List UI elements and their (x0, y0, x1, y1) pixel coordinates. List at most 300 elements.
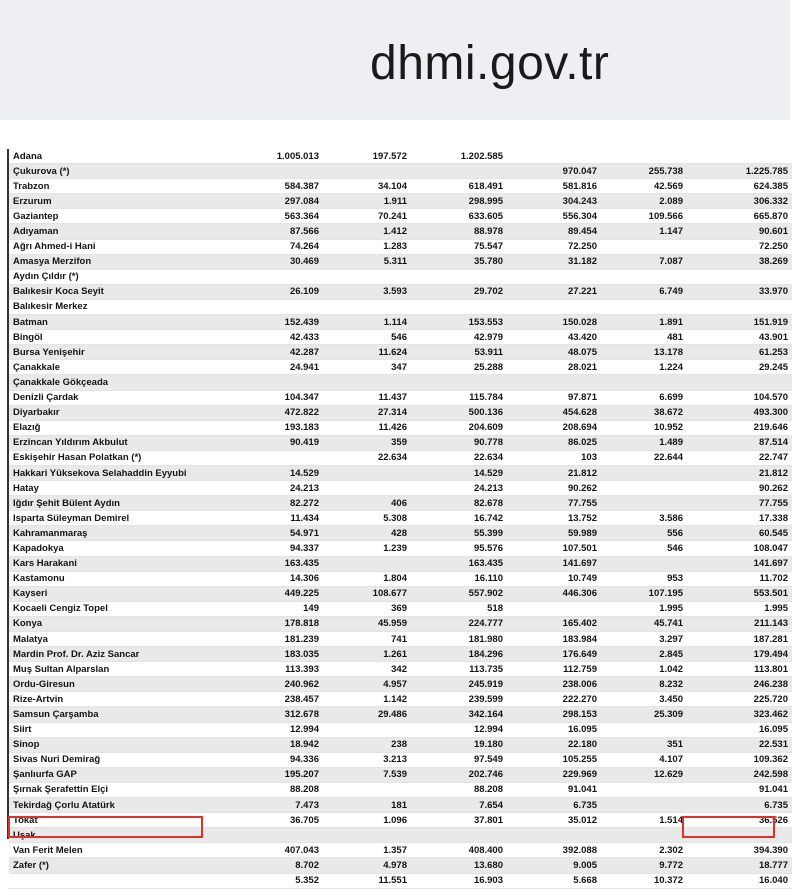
value-cell: 1.357 (323, 843, 411, 858)
value-cell: 245.919 (411, 677, 507, 692)
value-cell: 18.777 (687, 858, 792, 873)
table-row (9, 435, 792, 450)
value-cell: 163.435 (411, 556, 507, 571)
value-cell: 25.309 (601, 707, 687, 722)
value-cell: 21.812 (687, 465, 792, 480)
value-cell: 29.486 (323, 707, 411, 722)
value-cell (601, 798, 687, 813)
value-cell: 12.994 (237, 722, 323, 737)
value-cell: 107.195 (601, 586, 687, 601)
airport-name-cell: Diyarbakır (9, 405, 237, 420)
value-cell: 31.182 (507, 254, 601, 269)
value-cell: 222.270 (507, 692, 601, 707)
value-cell (601, 149, 687, 164)
airport-name-cell: Gaziantep (9, 209, 237, 224)
value-cell: 11.426 (323, 420, 411, 435)
value-cell: 91.041 (687, 782, 792, 797)
value-cell: 13.178 (601, 345, 687, 360)
airport-name-cell: Tekirdağ Çorlu Atatürk (9, 798, 237, 813)
airport-name-cell: Isparta Süleyman Demirel (9, 511, 237, 526)
value-cell: 518 (411, 601, 507, 616)
value-cell: 35.780 (411, 254, 507, 269)
table-row (9, 767, 792, 782)
value-cell: 183.984 (507, 632, 601, 647)
airport-name-cell: Kayseri (9, 586, 237, 601)
value-cell: 77.755 (687, 496, 792, 511)
value-cell: 28.021 (507, 360, 601, 375)
value-cell: 181.980 (411, 632, 507, 647)
value-cell: 37.801 (411, 813, 507, 828)
value-cell: 24.213 (237, 481, 323, 496)
value-cell: 87.514 (687, 435, 792, 450)
table-body (9, 149, 792, 888)
value-cell (507, 375, 601, 390)
table-row (9, 873, 792, 888)
value-cell: 29.702 (411, 284, 507, 299)
airport-name-cell: Bingöl (9, 330, 237, 345)
value-cell (411, 299, 507, 314)
table-row (9, 330, 792, 345)
value-cell: 1.911 (323, 194, 411, 209)
value-cell: 113.735 (411, 662, 507, 677)
table-row (9, 149, 792, 164)
value-cell: 618.491 (411, 179, 507, 194)
value-cell: 4.957 (323, 677, 411, 692)
airport-name-cell: Eskişehir Hasan Polatkan (*) (9, 450, 237, 465)
value-cell: 1.114 (323, 315, 411, 330)
value-cell (411, 164, 507, 179)
table-row (9, 813, 792, 828)
airport-name-cell: Siirt (9, 722, 237, 737)
value-cell: 61.253 (687, 345, 792, 360)
value-cell: 953 (601, 571, 687, 586)
airport-name-cell: Elazığ (9, 420, 237, 435)
value-cell: 493.300 (687, 405, 792, 420)
airport-name-cell: Ordu-Giresun (9, 677, 237, 692)
value-cell: 3.297 (601, 632, 687, 647)
airport-name-cell: Zafer (*) (9, 858, 237, 873)
table-row (9, 586, 792, 601)
value-cell: 6.699 (601, 390, 687, 405)
value-cell: 89.454 (507, 224, 601, 239)
value-cell (601, 481, 687, 496)
value-cell: 43.420 (507, 330, 601, 345)
value-cell: 153.553 (411, 315, 507, 330)
table-row (9, 722, 792, 737)
value-cell: 1.412 (323, 224, 411, 239)
value-cell (601, 782, 687, 797)
value-cell (411, 269, 507, 284)
value-cell: 19.180 (411, 737, 507, 752)
value-cell: 109.566 (601, 209, 687, 224)
value-cell: 7.654 (411, 798, 507, 813)
value-cell: 70.241 (323, 209, 411, 224)
value-cell: 238.457 (237, 692, 323, 707)
table-row (9, 496, 792, 511)
value-cell: 3.586 (601, 511, 687, 526)
value-cell: 563.364 (237, 209, 323, 224)
value-cell: 14.306 (237, 571, 323, 586)
table-row (9, 345, 792, 360)
table-row (9, 858, 792, 873)
value-cell: 193.183 (237, 420, 323, 435)
value-cell: 1.995 (601, 601, 687, 616)
value-cell: 1.224 (601, 360, 687, 375)
value-cell: 8.232 (601, 677, 687, 692)
value-cell: 3.450 (601, 692, 687, 707)
value-cell: 16.095 (507, 722, 601, 737)
airport-name-cell: Aydın Çıldır (*) (9, 269, 237, 284)
value-cell: 187.281 (687, 632, 792, 647)
airport-name-cell: Çukurova (*) (9, 164, 237, 179)
value-cell: 12.629 (601, 767, 687, 782)
value-cell: 11.624 (323, 345, 411, 360)
table-row (9, 662, 792, 677)
table-row (9, 465, 792, 480)
value-cell (237, 269, 323, 284)
value-cell: 8.702 (237, 858, 323, 873)
value-cell: 152.439 (237, 315, 323, 330)
table-row (9, 224, 792, 239)
value-cell: 150.028 (507, 315, 601, 330)
value-cell (601, 269, 687, 284)
value-cell: 30.469 (237, 254, 323, 269)
value-cell: 107.501 (507, 541, 601, 556)
value-cell: 113.801 (687, 662, 792, 677)
value-cell: 556.304 (507, 209, 601, 224)
table-row (9, 254, 792, 269)
value-cell: 72.250 (507, 239, 601, 254)
value-cell: 90.262 (507, 481, 601, 496)
value-cell: 42.979 (411, 330, 507, 345)
table-row (9, 556, 792, 571)
airport-name-cell: Çanakkale Gökçeada (9, 375, 237, 390)
value-cell: 60.545 (687, 526, 792, 541)
value-cell: 86.025 (507, 435, 601, 450)
value-cell: 163.435 (237, 556, 323, 571)
value-cell (323, 481, 411, 496)
value-cell: 24.213 (411, 481, 507, 496)
value-cell (323, 465, 411, 480)
value-cell: 13.752 (507, 511, 601, 526)
value-cell: 342 (323, 662, 411, 677)
table-row (9, 299, 792, 314)
airport-name-cell: Samsun Çarşamba (9, 707, 237, 722)
value-cell: 36.526 (687, 813, 792, 828)
value-cell: 1.096 (323, 813, 411, 828)
value-cell: 9.772 (601, 858, 687, 873)
value-cell (601, 375, 687, 390)
airport-name-cell: Balıkesir Koca Seyit (9, 284, 237, 299)
airport-name-cell (9, 873, 237, 888)
value-cell (601, 496, 687, 511)
value-cell: 1.514 (601, 813, 687, 828)
value-cell: 323.462 (687, 707, 792, 722)
value-cell: 29.245 (687, 360, 792, 375)
value-cell: 2.845 (601, 647, 687, 662)
table-row (9, 420, 792, 435)
value-cell: 1.261 (323, 647, 411, 662)
table-row (9, 752, 792, 767)
value-cell: 556 (601, 526, 687, 541)
value-cell: 53.911 (411, 345, 507, 360)
value-cell: 624.385 (687, 179, 792, 194)
value-cell: 211.143 (687, 616, 792, 631)
value-cell: 97.549 (411, 752, 507, 767)
value-cell: 351 (601, 737, 687, 752)
value-cell: 48.075 (507, 345, 601, 360)
airport-name-cell: Şırnak Şerafettin Elçi (9, 782, 237, 797)
value-cell (601, 465, 687, 480)
value-cell (323, 299, 411, 314)
value-cell: 88.208 (237, 782, 323, 797)
value-cell: 12.994 (411, 722, 507, 737)
airport-name-cell: Sivas Nuri Demirağ (9, 752, 237, 767)
value-cell (323, 828, 411, 843)
airport-name-cell: Uşak (9, 828, 237, 843)
table-row (9, 782, 792, 797)
value-cell: 7.087 (601, 254, 687, 269)
value-cell: 22.747 (687, 450, 792, 465)
value-cell: 202.746 (411, 767, 507, 782)
table-row (9, 692, 792, 707)
value-cell: 82.272 (237, 496, 323, 511)
value-cell: 255.738 (601, 164, 687, 179)
value-cell: 546 (601, 541, 687, 556)
value-cell: 33.970 (687, 284, 792, 299)
value-cell: 141.697 (507, 556, 601, 571)
value-cell: 104.570 (687, 390, 792, 405)
value-cell: 105.255 (507, 752, 601, 767)
value-cell: 42.433 (237, 330, 323, 345)
value-cell: 108.047 (687, 541, 792, 556)
value-cell: 42.569 (601, 179, 687, 194)
table-row (9, 239, 792, 254)
value-cell: 16.742 (411, 511, 507, 526)
value-cell: 472.822 (237, 405, 323, 420)
value-cell: 11.437 (323, 390, 411, 405)
value-cell: 394.390 (687, 843, 792, 858)
value-cell: 369 (323, 601, 411, 616)
table-row (9, 843, 792, 858)
value-cell: 238 (323, 737, 411, 752)
value-cell: 500.136 (411, 405, 507, 420)
table-row (9, 677, 792, 692)
value-cell: 18.942 (237, 737, 323, 752)
value-cell: 1.142 (323, 692, 411, 707)
value-cell: 179.494 (687, 647, 792, 662)
value-cell: 91.041 (507, 782, 601, 797)
value-cell: 109.362 (687, 752, 792, 767)
value-cell: 113.393 (237, 662, 323, 677)
table-row (9, 647, 792, 662)
airport-name-cell: Kahramanmaraş (9, 526, 237, 541)
value-cell: 82.678 (411, 496, 507, 511)
value-cell: 392.088 (507, 843, 601, 858)
value-cell: 208.694 (507, 420, 601, 435)
airport-name-cell: Kapadokya (9, 541, 237, 556)
value-cell (323, 375, 411, 390)
value-cell: 242.598 (687, 767, 792, 782)
value-cell: 75.547 (411, 239, 507, 254)
table-row (9, 450, 792, 465)
value-cell: 90.778 (411, 435, 507, 450)
value-cell (323, 164, 411, 179)
value-cell: 16.095 (687, 722, 792, 737)
value-cell (323, 269, 411, 284)
value-cell: 11.702 (687, 571, 792, 586)
value-cell: 239.599 (411, 692, 507, 707)
value-cell: 22.644 (601, 450, 687, 465)
value-cell: 342.164 (411, 707, 507, 722)
airport-name-cell: Rize-Artvin (9, 692, 237, 707)
value-cell: 43.901 (687, 330, 792, 345)
airport-name-cell: Malatya (9, 632, 237, 647)
value-cell: 446.306 (507, 586, 601, 601)
airport-name-cell: Adıyaman (9, 224, 237, 239)
airport-name-cell: Şanlıurfa GAP (9, 767, 237, 782)
value-cell: 151.919 (687, 315, 792, 330)
value-cell: 297.084 (237, 194, 323, 209)
value-cell: 77.755 (507, 496, 601, 511)
table-row (9, 601, 792, 616)
value-cell (237, 375, 323, 390)
airport-name-cell: Muş Sultan Alparslan (9, 662, 237, 677)
value-cell (601, 828, 687, 843)
value-cell (687, 269, 792, 284)
airport-name-cell: Erzurum (9, 194, 237, 209)
value-cell: 141.697 (687, 556, 792, 571)
value-cell: 24.941 (237, 360, 323, 375)
value-cell (601, 299, 687, 314)
value-cell: 298.995 (411, 194, 507, 209)
value-cell (601, 722, 687, 737)
airport-name-cell: Bursa Yenişehir (9, 345, 237, 360)
value-cell: 95.576 (411, 541, 507, 556)
value-cell: 553.501 (687, 586, 792, 601)
value-cell: 1.891 (601, 315, 687, 330)
value-cell: 59.989 (507, 526, 601, 541)
value-cell: 87.566 (237, 224, 323, 239)
value-cell: 229.969 (507, 767, 601, 782)
value-cell: 55.399 (411, 526, 507, 541)
value-cell: 3.213 (323, 752, 411, 767)
value-cell: 581.816 (507, 179, 601, 194)
value-cell: 7.539 (323, 767, 411, 782)
value-cell: 94.337 (237, 541, 323, 556)
value-cell: 108.677 (323, 586, 411, 601)
airport-name-cell: Denizli Çardak (9, 390, 237, 405)
value-cell: 42.287 (237, 345, 323, 360)
value-cell (323, 722, 411, 737)
value-cell: 665.870 (687, 209, 792, 224)
value-cell: 25.288 (411, 360, 507, 375)
airport-name-cell: Amasya Merzifon (9, 254, 237, 269)
value-cell (507, 269, 601, 284)
value-cell: 1.489 (601, 435, 687, 450)
value-cell: 165.402 (507, 616, 601, 631)
value-cell (411, 828, 507, 843)
value-cell: 11.551 (323, 873, 411, 888)
value-cell: 184.296 (411, 647, 507, 662)
value-cell: 10.372 (601, 873, 687, 888)
source-domain-label: dhmi.gov.tr (370, 37, 610, 90)
value-cell: 204.609 (411, 420, 507, 435)
airport-name-cell: Hakkari Yüksekova Selahaddin Eyyubi (9, 465, 237, 480)
value-cell: 178.818 (237, 616, 323, 631)
value-cell: 88.208 (411, 782, 507, 797)
value-cell: 224.777 (411, 616, 507, 631)
value-cell: 27.221 (507, 284, 601, 299)
table-row (9, 707, 792, 722)
value-cell: 27.314 (323, 405, 411, 420)
value-cell: 13.680 (411, 858, 507, 873)
value-cell: 406 (323, 496, 411, 511)
value-cell: 584.387 (237, 179, 323, 194)
airport-table (9, 149, 792, 889)
value-cell: 633.605 (411, 209, 507, 224)
airport-name-cell: Sinop (9, 737, 237, 752)
value-cell (687, 828, 792, 843)
value-cell: 22.634 (323, 450, 411, 465)
table-row (9, 284, 792, 299)
airport-name-cell: Batman (9, 315, 237, 330)
value-cell: 240.962 (237, 677, 323, 692)
table-row (9, 511, 792, 526)
value-cell: 3.593 (323, 284, 411, 299)
passenger-statistics-table (7, 149, 792, 887)
value-cell: 1.005.013 (237, 149, 323, 164)
value-cell: 97.871 (507, 390, 601, 405)
airport-name-cell: Kars Harakani (9, 556, 237, 571)
airport-name-cell: Balıkesir Merkez (9, 299, 237, 314)
value-cell: 45.959 (323, 616, 411, 631)
table-row (9, 798, 792, 813)
value-cell: 181 (323, 798, 411, 813)
value-cell (237, 164, 323, 179)
airport-name-cell: Tokat (9, 813, 237, 828)
airport-name-cell: Trabzon (9, 179, 237, 194)
value-cell: 90.419 (237, 435, 323, 450)
table-row (9, 179, 792, 194)
value-cell: 741 (323, 632, 411, 647)
value-cell: 428 (323, 526, 411, 541)
airport-name-cell: Konya (9, 616, 237, 631)
value-cell: 970.047 (507, 164, 601, 179)
value-cell: 38.269 (687, 254, 792, 269)
value-cell (323, 782, 411, 797)
value-cell: 54.971 (237, 526, 323, 541)
table-row (9, 360, 792, 375)
value-cell: 5.352 (237, 873, 323, 888)
value-cell: 103 (507, 450, 601, 465)
value-cell: 104.347 (237, 390, 323, 405)
value-cell (507, 828, 601, 843)
table-row (9, 375, 792, 390)
value-cell: 6.735 (687, 798, 792, 813)
value-cell: 359 (323, 435, 411, 450)
table-row (9, 828, 792, 843)
value-cell: 16.110 (411, 571, 507, 586)
airport-name-cell: Çanakkale (9, 360, 237, 375)
table-row (9, 405, 792, 420)
value-cell: 7.473 (237, 798, 323, 813)
value-cell (601, 556, 687, 571)
value-cell (601, 239, 687, 254)
value-cell: 10.749 (507, 571, 601, 586)
value-cell: 88.978 (411, 224, 507, 239)
value-cell: 90.601 (687, 224, 792, 239)
